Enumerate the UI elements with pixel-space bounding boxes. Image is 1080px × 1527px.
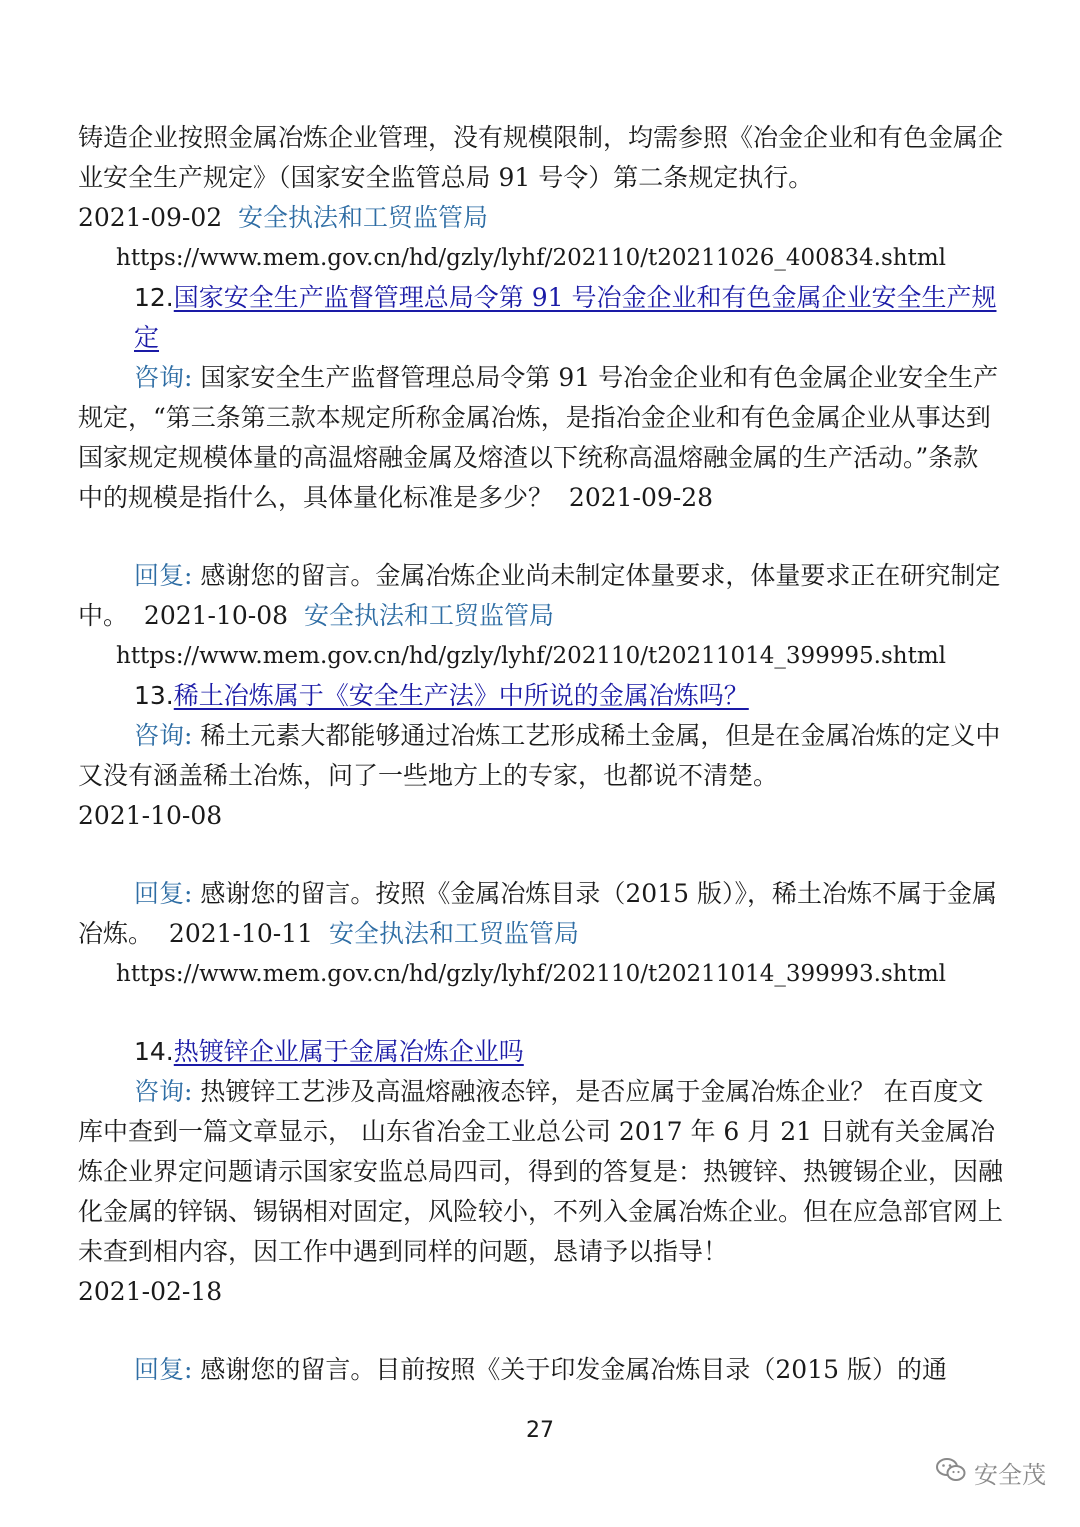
q14-reply-label: 回复: [134,1355,193,1384]
q14-ask-date: 2021-02-18 [78,1277,223,1306]
q13-heading [78,676,1003,716]
p1-url-row [78,238,1003,278]
q12-ask-label: 咨询: [134,363,193,392]
document-page [78,0,1003,1527]
watermark [936,1455,1046,1490]
q12-url-row [78,636,1003,676]
q12-number: 12. [134,283,174,312]
q12-title-link[interactable]: 国家安全生产监督管理总局令第 91 号冶金企业和有色金属企业安全生产规定 [134,283,997,352]
q13-reply-text: 感谢您的留言。按照《金属冶炼目录（2015 版）》，稀土冶炼不属于金属冶炼。 [78,879,997,948]
q14-ask-label: 咨询: [134,1077,193,1106]
q12-ask [78,358,1003,518]
q12-reply-dept: 安全执法和工贸监管局 [303,601,554,630]
q12-heading [78,278,1003,358]
wechat-icon [936,1457,966,1489]
page-number: 27 [526,1418,554,1443]
q14-heading [78,1032,1003,1072]
q14-reply [78,1350,1003,1390]
paragraph-p1 [78,118,1003,198]
p1-text: 铸造企业按照金属冶炼企业管理，没有规模限制，均需参照《冶金企业和有色金属企业安全生产规定》（国家安全监管总局 91 号令）第二条规定执行。 [78,123,1004,192]
p1-url[interactable]: https://www.mem.gov.cn/hd/gzly/lyhf/202110/t20211026_400834.shtml [116,245,946,271]
q13-ask-date-row [78,796,1003,836]
q13-number: 13. [134,681,174,710]
q14-title-link[interactable]: 热镀锌企业属于金属冶炼企业吗 [173,1037,524,1066]
p1-meta [78,198,1003,238]
q14-number: 14. [134,1037,174,1066]
q12-ask-text: 国家安全生产监督管理总局令第 91 号冶金企业和有色金属企业安全生产规定，“第三条第三款本规定所称金属冶炼，是指冶金企业和有色金属企业从事达到国家规定规模体量的高温熔融金属及熔渣以下统称高温熔融金属的生产活动。”条款中的规模是指什么，具体量化标准是多少？ [78,363,999,512]
q13-title-link[interactable]: 稀土冶炼属于《安全生产法》中所说的金属冶炼吗？ [173,681,749,710]
q13-ask [78,716,1003,796]
q12-reply [78,556,1003,636]
q12-reply-date: 2021-10-08 [143,601,289,630]
q14-reply-text: 感谢您的留言。目前按照《关于印发金属冶炼目录（2015 版）的通 [200,1355,947,1384]
q13-ask-text: 稀土元素大都能够通过冶炼工艺形成稀土金属，但是在金属冶炼的定义中又没有涵盖稀土冶炼，问了一些地方上的专家，也都说不清楚。 [78,721,1001,790]
q13-ask-date: 2021-10-08 [78,801,223,830]
q13-ask-label: 咨询: [134,721,193,750]
q14-ask [78,1072,1003,1272]
q14-ask-text: 热镀锌工艺涉及高温熔融液态锌，是否应属于金属冶炼企业？ 在百度文库中查到一篇文章显示， 山东省冶金工业总公司 2017 年 6 月 21 日就有关金属冶炼企业界定问题请示国家安监总局四司，得到的答复是：热镀锌、热镀锡企业，因融化金属的锌锅、锡锅相对固定，风险较小，不列入金属冶炼企业。但在应急部官网上未查到相内容，因工作中遇到同样的问题，恳请予以指导！ [78,1077,1004,1266]
p1-dept: 安全执法和工贸监管局 [238,203,489,232]
q13-reply-dept: 安全执法和工贸监管局 [328,919,579,948]
q13-url[interactable]: https://www.mem.gov.cn/hd/gzly/lyhf/202110/t20211014_399993.shtml [116,961,946,987]
q12-url[interactable]: https://www.mem.gov.cn/hd/gzly/lyhf/202110/t20211014_399995.shtml [116,643,946,669]
q12-reply-label: 回复: [134,561,193,590]
q13-url-row [78,954,1003,994]
q13-reply-date: 2021-10-11 [168,919,314,948]
watermark-text: 安全茂 [974,1461,1046,1489]
q12-reply-text: 感谢您的留言。金属冶炼企业尚未制定体量要求，体量要求正在研究制定中。 [78,561,1001,630]
q13-reply-label: 回复: [134,879,193,908]
q13-reply [78,874,1003,954]
q14-ask-date-row [78,1272,1003,1312]
q12-ask-date: 2021-09-28 [568,483,714,512]
p1-date: 2021-09-02 [78,203,223,232]
